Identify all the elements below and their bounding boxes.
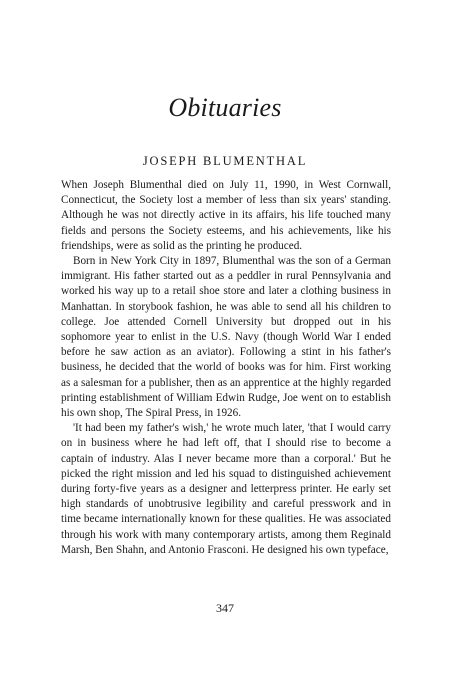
obituary-body <box>61 178 391 558</box>
obituary-name-heading: JOSEPH BLUMENTHAL <box>142 154 308 168</box>
page-number: 347 <box>216 601 234 615</box>
paragraph: Born in New York City in 1897, Blumenthal was the son of a German immigrant. His father started out as a peddler in rural Pennsylvania and worked his way up to a retail shoe store and later a clothing business in Manhattan. In storybook fashion, he was able to send all his children to college. Joe attended Cornell University but dropped out in his sophomore year to enlist in the U.S. Navy (though World War I ended before he saw action as an aviator). Following a stint in his father's business, he decided that the world of books was for him. First working as a salesman for a publisher, then as an apprentice at the highly regarded printing establishment of William Edwin Rudge, Joe went on to establish his own shop, The Spiral Press, in 1926. <box>61 255 391 420</box>
paragraph: When Joseph Blumenthal died on July 11, 1990, in West Cornwall, Connecticut, the Society lost a member of less than six years' standing. Although he was not directly active in its affairs, his life touched many fields and persons the Society esteems, and his achievements, like his friendships, were as solid as the printing he produced. <box>61 179 391 252</box>
section-title: Obituaries <box>168 93 282 122</box>
paragraph: 'It had been my father's wish,' he wrote much later, 'that I would carry on in business where he had left off, that I should rise to become a captain of industry. Alas I never became more than a corporal.' But he picked the right mission and led his squad to distinguished achievement during forty-five years as a designer and letterpress printer. He early set high standards of unobtrusive legibility and careful presswork and in time became internationally known for these qualities. He was associated through his work with many contemporary artists, among them Reginald Marsh, Ben Shahn, and Antonio Frasconi. He designed his own typeface, <box>61 422 391 556</box>
